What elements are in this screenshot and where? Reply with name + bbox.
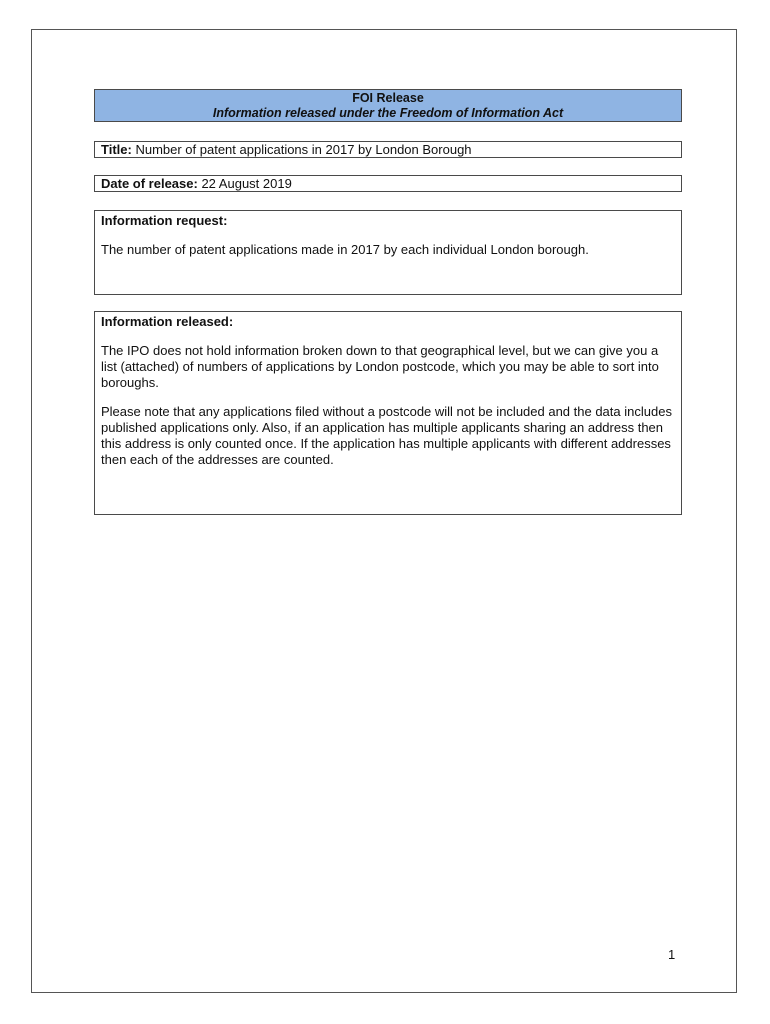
header-subtitle: Information released under the Freedom of Information Act xyxy=(212,106,564,120)
information-released-paragraph-1: The IPO does not hold information broken down to that geographical level, but we can give you a list (attached) of numbers of applications by London postcode, which you may be able to sort into boroughs. xyxy=(101,343,659,390)
information-released-heading: Information released: xyxy=(101,314,234,329)
information-released-paragraph-2: Please note that any applications filed without a postcode will not be included and the data includes published applications only. Also, if an application has multiple applicants sharing an address then this address is only counted once. If the application has multiple applicants with different addresses then each of the addresses are counted. xyxy=(101,404,672,467)
information-request-body: The number of patent applications made in 2017 by each individual London borough. xyxy=(101,242,589,257)
title-field-value: Number of patent applications in 2017 by London Borough xyxy=(135,142,472,157)
page-number: 1 xyxy=(668,947,676,962)
title-field-box xyxy=(94,141,682,158)
date-field-value: 22 August 2019 xyxy=(201,176,292,191)
title-field-label: Title: xyxy=(101,142,132,157)
date-field-label: Date of release: xyxy=(101,176,198,191)
date-field-box xyxy=(94,175,682,192)
information-released-box xyxy=(94,311,682,515)
header-title: FOI Release xyxy=(352,91,424,105)
foi-header-banner xyxy=(94,89,682,122)
information-request-heading: Information request: xyxy=(101,213,228,228)
document-page xyxy=(31,29,737,993)
information-request-box xyxy=(94,210,682,295)
